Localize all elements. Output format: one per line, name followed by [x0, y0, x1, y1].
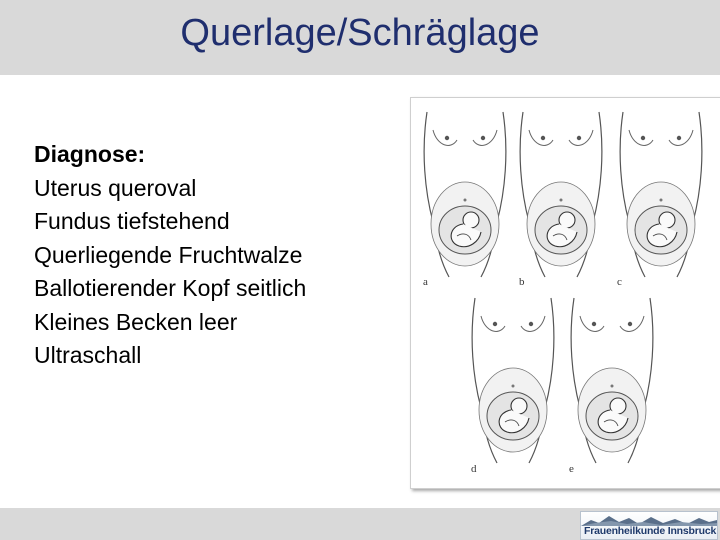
transverse-lie-illustration [410, 97, 720, 489]
figure-label-e: e [569, 463, 574, 475]
diagnosis-line: Fundus tiefstehend [34, 208, 230, 234]
slide-title: Querlage/Schräglage [180, 12, 540, 54]
figure-label-c: c [617, 276, 622, 288]
pregnant-torso-drawings [411, 98, 720, 488]
figure-label-b: b [519, 276, 525, 288]
diagnosis-line: Kleines Becken leer [34, 308, 238, 335]
diagnosis-heading: Diagnose: [34, 141, 146, 167]
logo-text: Frauenheilkunde Innsbruck [584, 525, 717, 537]
diagnosis-line: Ballotierender Kopf seitlich [34, 275, 307, 301]
diagnosis-line: Ultraschall [34, 342, 142, 368]
diagnosis-line: Querliegende Fruchtwalze [34, 241, 303, 268]
figure-label-a: a [423, 276, 428, 288]
clinic-logo [580, 511, 718, 540]
diagnosis-text [34, 138, 394, 373]
diagnosis-line: Uterus queroval [34, 174, 197, 201]
figure-label-d: d [471, 463, 477, 475]
